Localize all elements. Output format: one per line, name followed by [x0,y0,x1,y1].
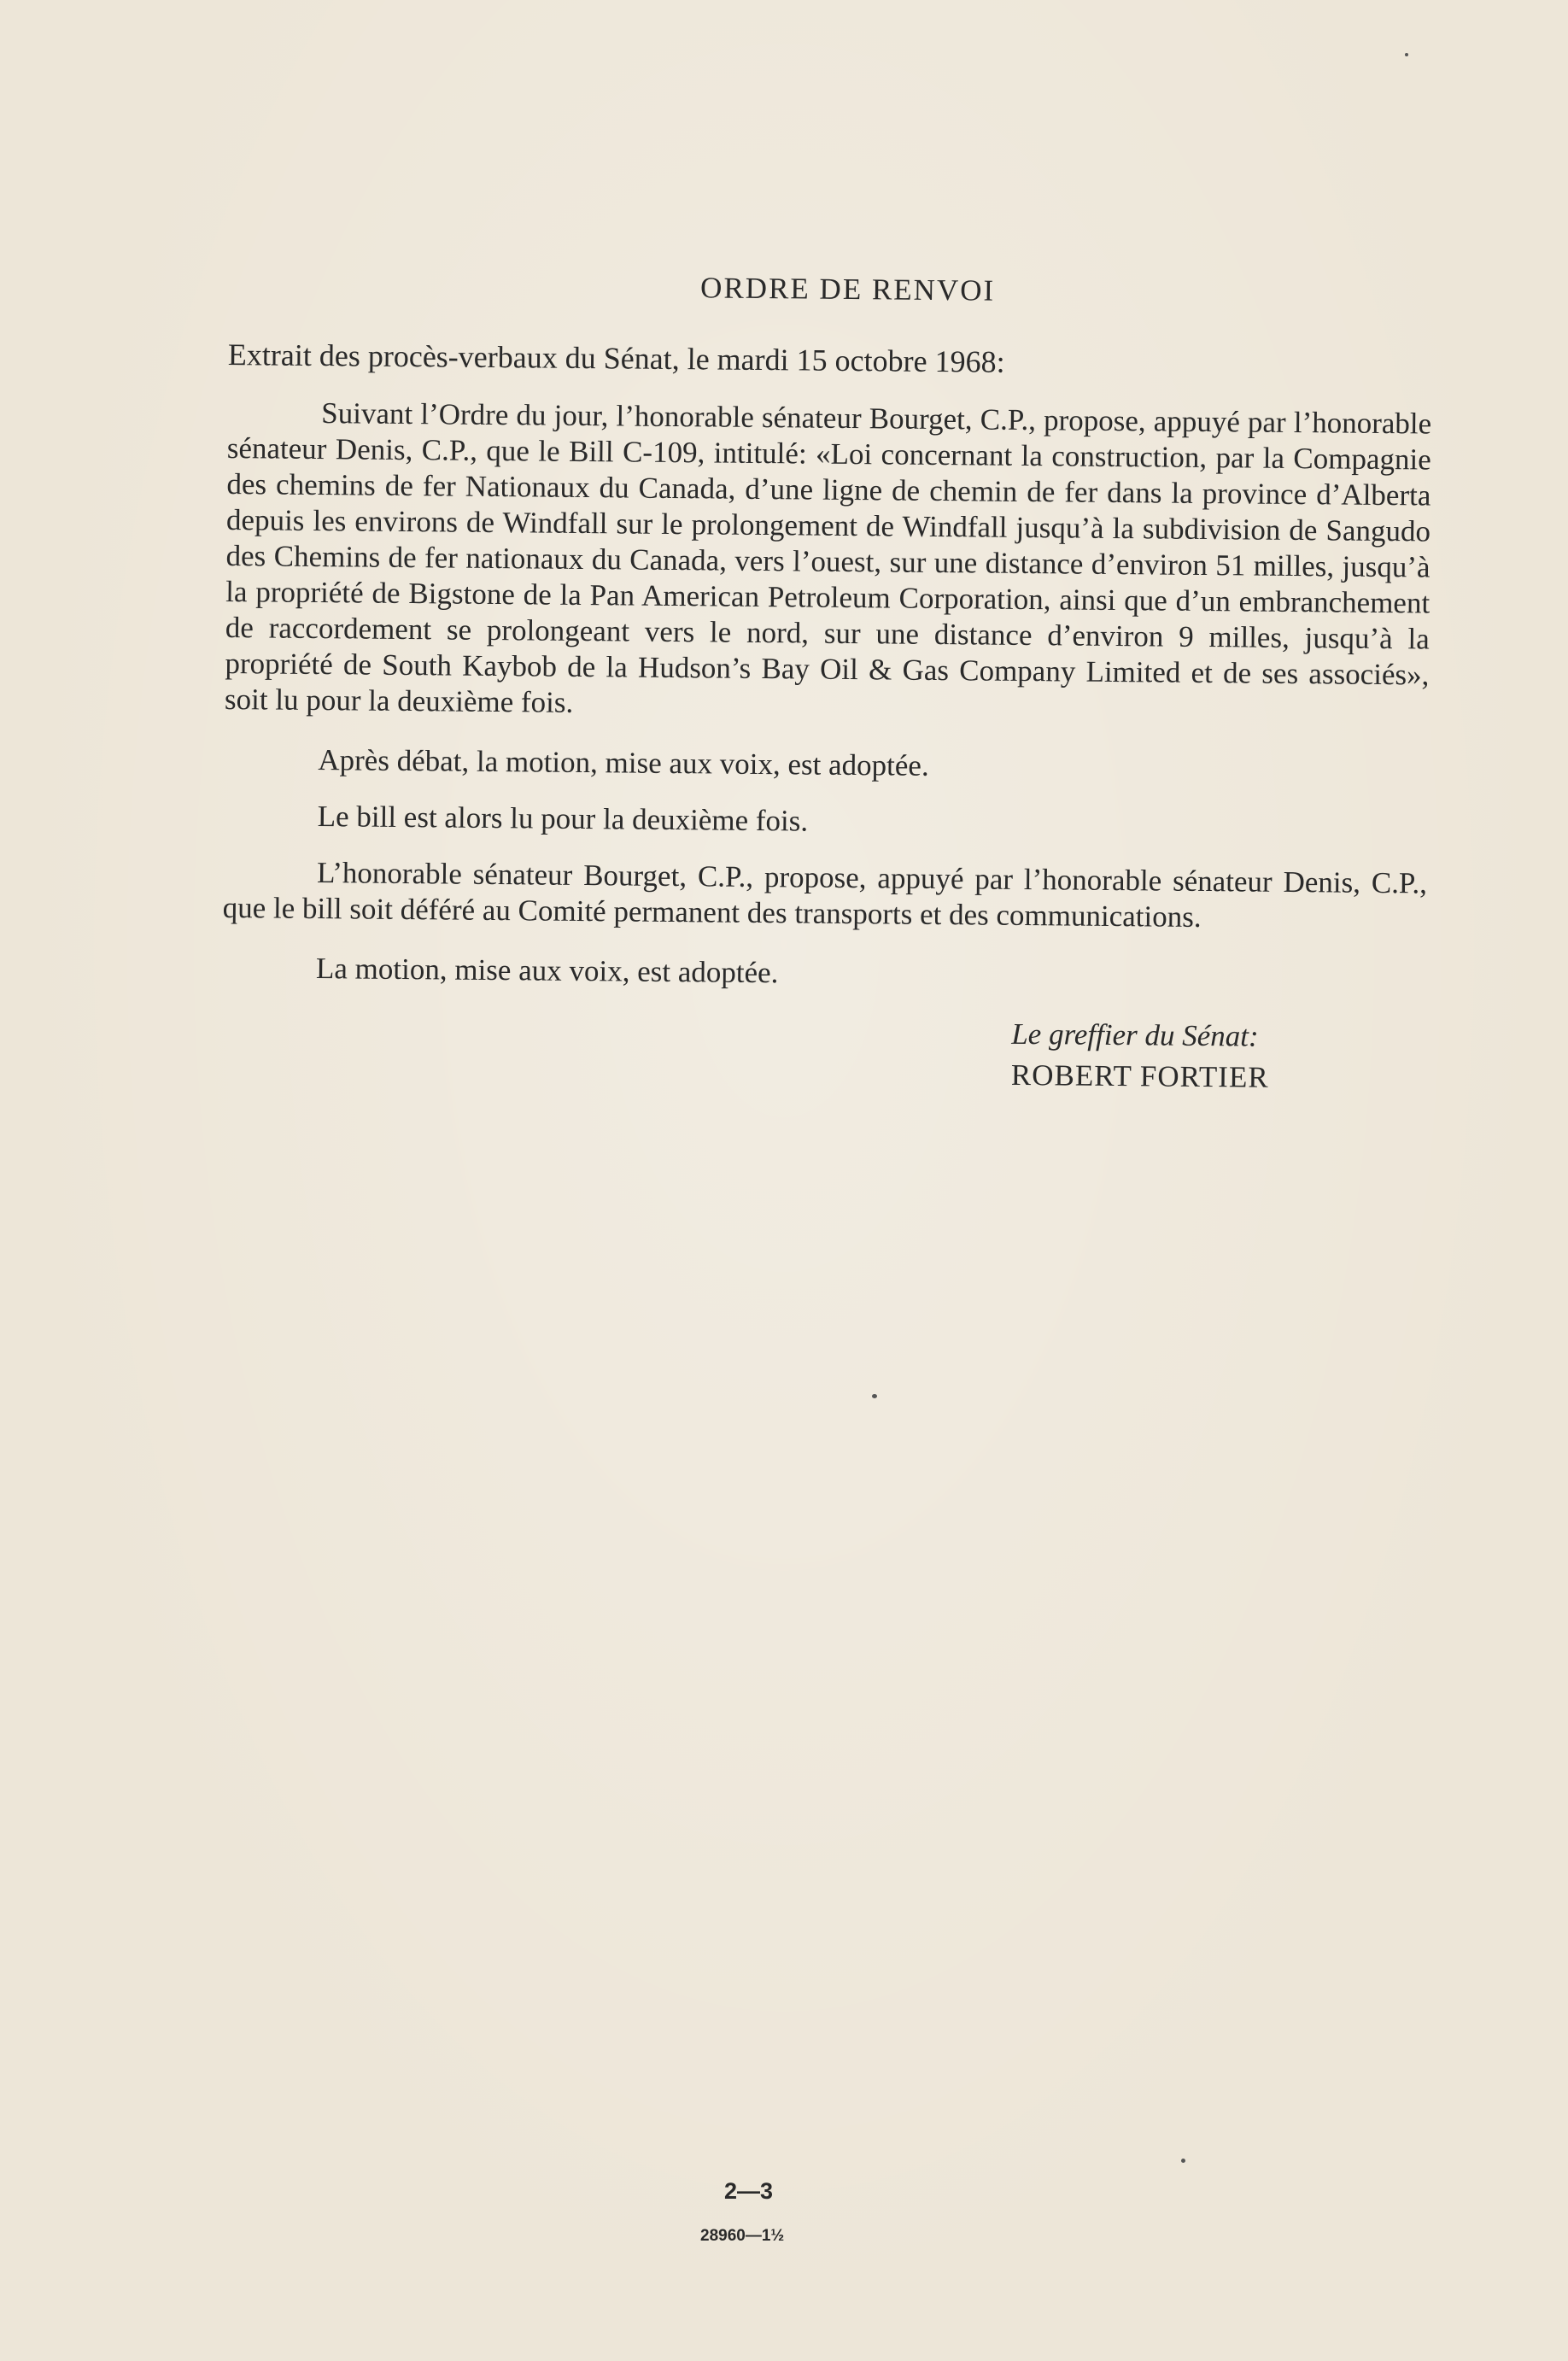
order-of-reference [221,256,1433,1099]
referral-motion-paragraph: L’honorable sénateur Bourget, C.P., propose, appuyé par l’honorable sénateur Denis, C.P., que le bill soit déféré au Comité permanent des transports et des communications. [222,856,1428,934]
debate-result-paragraph: Après débat, la motion, mise aux voix, est adoptée. [318,743,929,782]
motion-paragraph: Suivant l’Ordre du jour, l’honorable sénateur Bourget, C.P., propose, appuyé par l’honorable sénateur Denis, C.P., que le Bill C-109, intitulé: «Loi concernant la construction, par la Compagnie des chemins de fer Nationaux du Canada, d’une ligne de chemin de fer dans la province d’Alberta depuis les environs de Windfall sur le prolongement de Windfall jusqu’à la subdivision de Sangudo des Chemins de fer nationaux du Canada, vers l’ouest, sur une distance d’environ 51 milles, jusqu’à la propriété de Bigstone de la Pan American Petroleum Corporation, ainsi que d’un embranchement de raccordement se prolongeant vers le nord, sur une distance d’environ 9 milles, jusqu’à la propriété de South Kaybob de la Hudson’s Bay Oil & Gas Company Limited et de ses associés», soit lu pour la deuxième fois. [224,396,1432,719]
page-title: ORDRE DE RENVOI [699,271,996,308]
extract-line: Extrait des procès-verbaux du Sénat, le mardi 15 octobre 1968: [227,337,1005,379]
page-number: 2—3 [724,2178,774,2204]
adoption-paragraph: La motion, mise aux voix, est adoptée. [315,952,779,990]
second-reading-paragraph: Le bill est alors lu pour la deuxième fois. [317,800,809,838]
signature-title: Le greffier du Sénat: [1011,1016,1259,1053]
signature-block [1011,1014,1426,1100]
dust-speck [1405,53,1408,56]
dust-speck [1181,2159,1185,2163]
print-code: 28960—1½ [700,2227,785,2245]
signature-name: ROBERT FORTIER [1010,1057,1269,1094]
dust-speck [872,1394,877,1398]
